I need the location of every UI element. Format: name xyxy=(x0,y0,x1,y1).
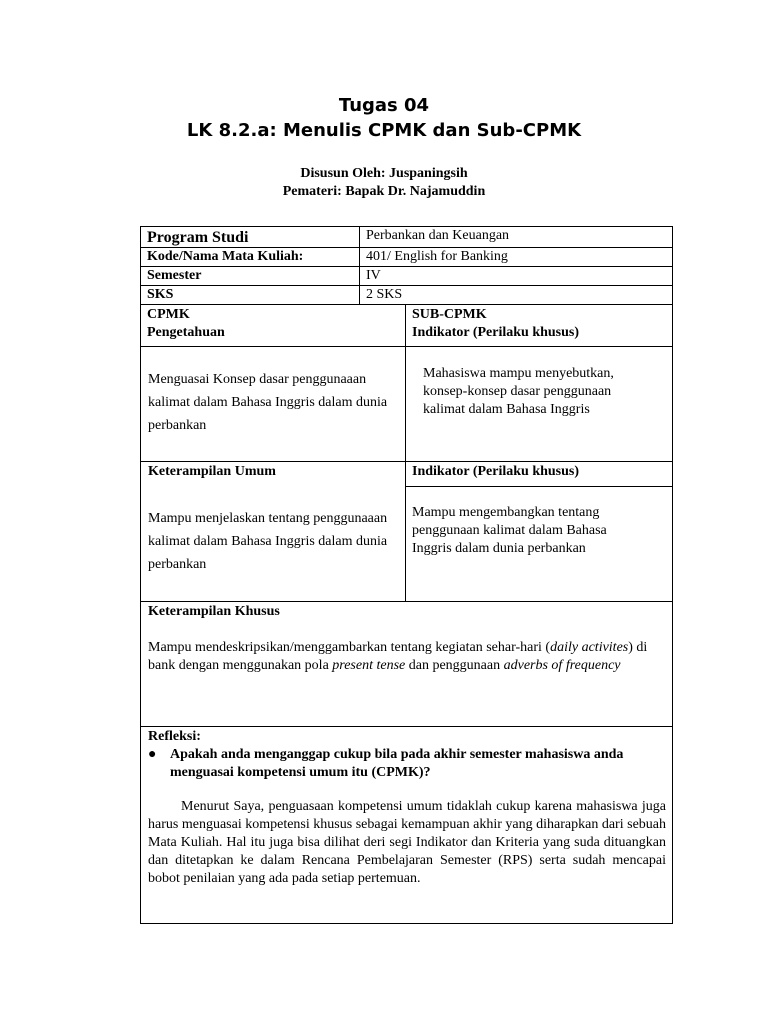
document-subtitle: LK 8.2.a: Menulis CPMK dan Sub-CPMK xyxy=(186,120,582,141)
ket-khusus-em-3: adverbs of frequency xyxy=(503,658,621,673)
pengetahuan-label: Pengetahuan xyxy=(147,325,225,340)
presenter-line: Pemateri: Bapak Dr. Najamuddin xyxy=(282,184,486,199)
pengetahuan-cell xyxy=(140,346,406,462)
ket-umum-indikator-cell xyxy=(405,486,673,602)
ket-khusus-em-1: daily activites xyxy=(550,640,629,655)
ket-khusus-text-3: dan penggunaan xyxy=(405,658,504,673)
semester-label: Semester xyxy=(140,266,360,286)
ket-umum-cell xyxy=(140,461,406,602)
indikator-label: Indikator (Perilaku khusus) xyxy=(412,325,580,340)
program-studi-value: Perbankan dan Keuangan xyxy=(359,226,673,248)
ket-umum-text: Mampu menjelaskan tentang penggunaaan kalimat dalam Bahasa Inggris dalam dunia perbankan xyxy=(148,511,388,572)
ket-umum-indikator-text: Mampu mengembangkan tentang penggunaan kalimat dalam Bahasa Inggris dalam dunia perbankan xyxy=(412,505,607,556)
ket-khusus-em-2: present tense xyxy=(332,658,406,673)
pengetahuan-indikator-cell xyxy=(405,346,673,462)
sks-value: 2 SKS xyxy=(359,285,673,305)
subcpmk-header-cell xyxy=(405,304,673,347)
pengetahuan-indikator-text: Mahasiswa mampu menyebutkan, konsep-konsep dasar penggunaan kalimat dalam Bahasa Inggris xyxy=(423,366,614,417)
sks-label: SKS xyxy=(140,285,360,305)
ket-khusus-text-2: ) di bank dengan menggunakan pola xyxy=(148,640,648,673)
cpmk-header-cell xyxy=(140,304,406,347)
cpmk-header: CPMK xyxy=(147,307,190,322)
ket-khusus-cell xyxy=(140,601,673,727)
document-title: Tugas 04 xyxy=(338,95,430,116)
mata-kuliah-value: 401/ English for Banking xyxy=(359,247,673,267)
pengetahuan-text: Menguasai Konsep dasar penggunaaan kalimat dalam Bahasa Inggris dalam dunia perbankan xyxy=(148,372,388,433)
subcpmk-header: SUB-CPMK xyxy=(412,307,487,322)
ket-umum-indikator-header-cell xyxy=(405,461,673,487)
ket-khusus-label: Keterampilan Khusus xyxy=(148,604,280,619)
ket-khusus-text-1: Mampu mendeskripsikan/menggambarkan tentang kegiatan sehar-hari ( xyxy=(148,640,551,655)
ket-khusus-text xyxy=(148,639,668,675)
ket-umum-label: Keterampilan Umum xyxy=(148,464,276,479)
refleksi-label: Refleksi: xyxy=(148,729,201,744)
bullet-icon: ● xyxy=(148,747,157,762)
program-studi-label: Program Studi xyxy=(140,226,360,248)
refleksi-question: Apakah anda menganggap cukup bila pada akhir semester mahasiswa anda menguasai kompetensi umum itu (CPMK)? xyxy=(170,747,624,780)
ket-umum-indikator-label: Indikator (Perilaku khusus) xyxy=(412,464,580,479)
semester-value: IV xyxy=(359,266,673,286)
refleksi-cell xyxy=(140,726,673,924)
refleksi-answer: Menurut Saya, penguasaan kompetensi umum tidaklah cukup karena mahasiswa juga harus menguasai kompetensi khusus sebagai kemampuan akhir yang diharapkan dari sebuah Mata Kuliah. Hal itu juga bisa dilihat deri segi Indikator dan Kriteria yang suda dituangkan dan ditetapkan ke dalam Rencana Pembelajaran Semester (RPS) serta sudah mencapai bobot penilaian yang ada pada setiap pertemuan. xyxy=(148,799,666,886)
mata-kuliah-label: Kode/Nama Mata Kuliah: xyxy=(140,247,360,267)
author-line: Disusun Oleh: Juspaningsih xyxy=(300,166,468,181)
